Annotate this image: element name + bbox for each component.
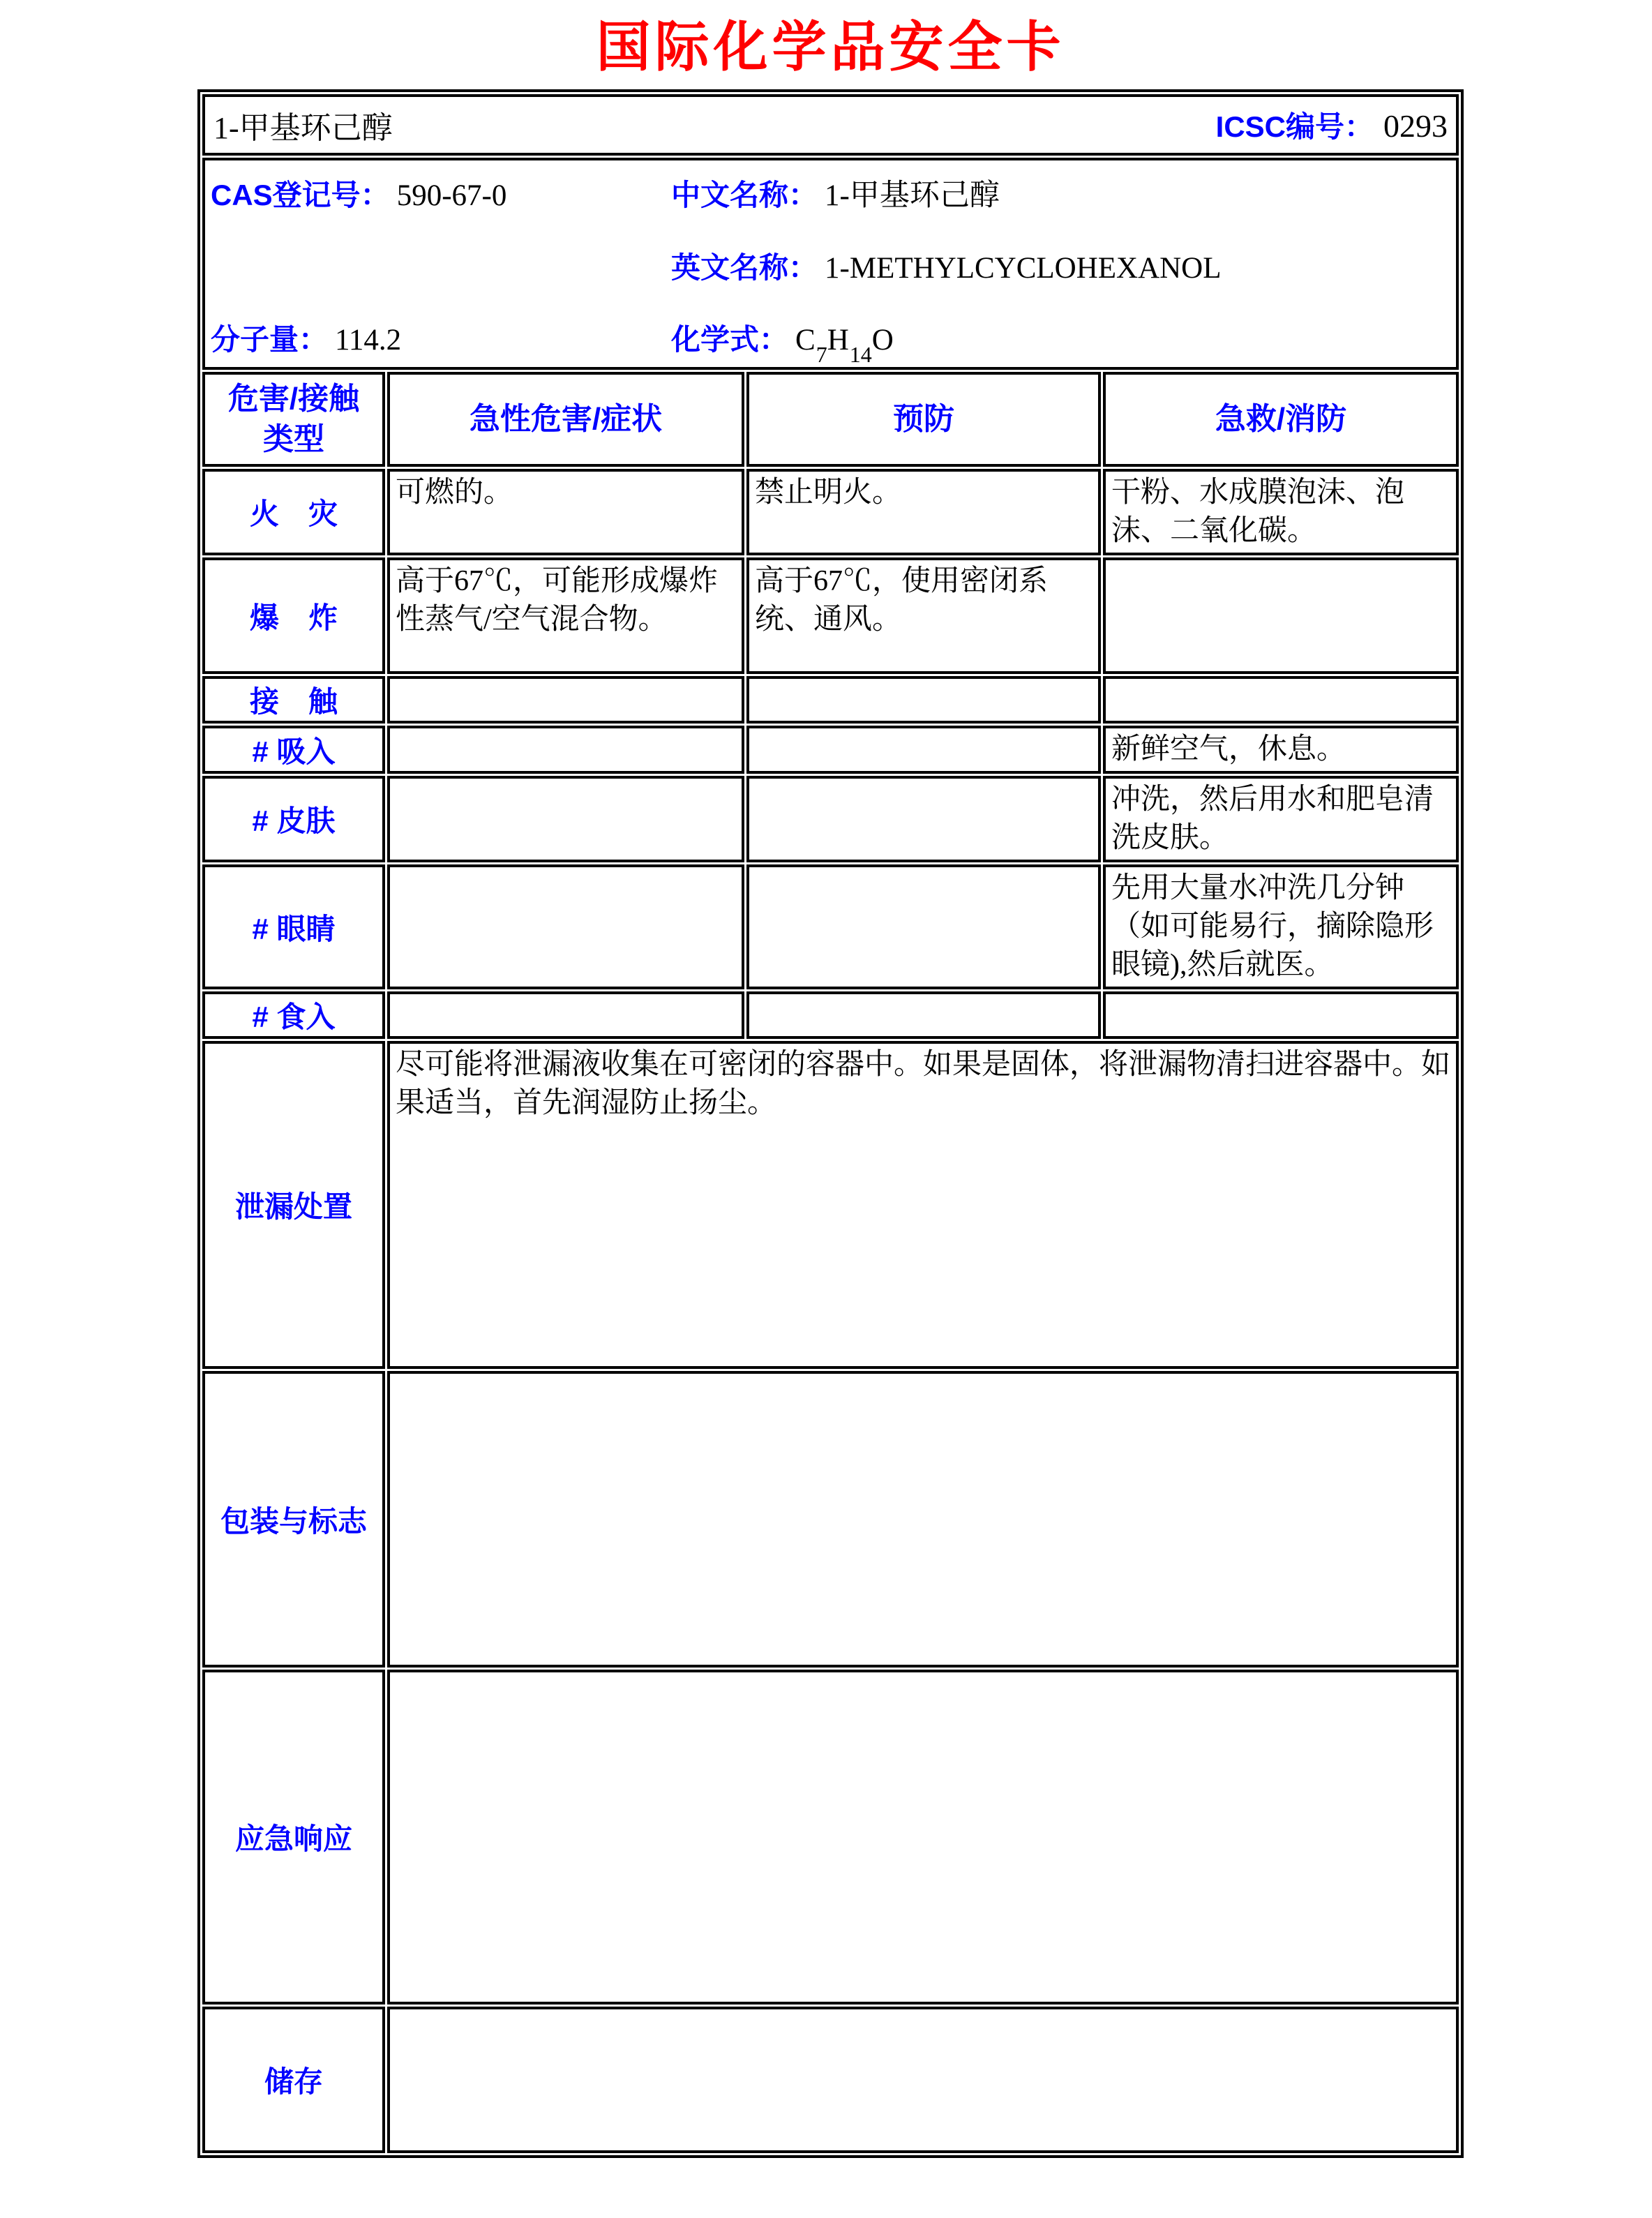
substance-name: 1-甲基环己醇: [213, 111, 393, 145]
contact-symptoms-cell: [387, 676, 744, 724]
icsc-card-table: [197, 89, 1464, 2158]
identifier-line-2: [211, 245, 1450, 287]
header-prevention: 预防: [746, 372, 1101, 467]
skin-response-cell: 冲洗，然后用水和肥皂清洗皮肤。: [1103, 776, 1459, 862]
english-name-label: 英文名称：: [671, 250, 818, 284]
row-label-contact: 接 触: [202, 676, 385, 724]
skin-symptoms-cell: [387, 776, 744, 862]
english-name-pair: [671, 245, 1222, 287]
row-label-spill: 泄漏处置: [202, 1041, 385, 1369]
inhalation-prevention-cell: [746, 726, 1101, 774]
row-label-explosion: 爆 炸: [202, 557, 385, 674]
row-label-packaging: 包装与标志: [202, 1371, 385, 1668]
chemical-formula: $C_7H_{14}O$: [795, 324, 894, 367]
fire-response-cell: 干粉、水成膜泡沫、泡沫、二氧化碳。: [1103, 469, 1459, 555]
inhalation-symptoms-cell: [387, 726, 744, 774]
identifier-line-3: [211, 317, 1450, 367]
row-label-emergency: 应急响应: [202, 1670, 385, 2005]
row-label-skin: # 皮肤: [202, 776, 385, 862]
icsc-number-label: ICSC编号：: [1215, 110, 1374, 143]
eyes-response-cell: 先用大量水冲洗几分钟（如可能易行，摘除隐形眼镜),然后就医。: [1103, 864, 1459, 989]
identifier-line-1: [211, 172, 1450, 214]
storage-content-cell: [387, 2007, 1459, 2153]
formula-pair: [671, 317, 894, 367]
chinese-name-value: 1-甲基环己醇: [825, 179, 1000, 212]
contact-response-cell: [1103, 676, 1459, 724]
name-icsc-row: [202, 94, 1459, 156]
explosion-symptoms-cell: 高于67℃，可能形成爆炸性蒸气/空气混合物。: [387, 557, 744, 674]
chinese-name-label: 中文名称：: [671, 179, 818, 211]
mol-weight-label: 分子量：: [211, 323, 329, 356]
ingestion-response-cell: [1103, 991, 1459, 1039]
header-first-aid: 急救/消防: [1103, 372, 1459, 467]
inhalation-response-cell: 新鲜空气，休息。: [1103, 726, 1459, 774]
row-label-fire: 火 灾: [202, 469, 385, 555]
explosion-response-cell: [1103, 557, 1459, 674]
fire-symptoms-cell: 可燃的。: [387, 469, 744, 555]
ingestion-symptoms-cell: [387, 991, 744, 1039]
packaging-content-cell: [387, 1371, 1459, 1668]
row-label-ingestion: # 食入: [202, 991, 385, 1039]
mol-weight-pair: [211, 317, 671, 359]
row-label-inhalation: # 吸入: [202, 726, 385, 774]
contact-prevention-cell: [746, 676, 1101, 724]
spill-content-cell: 尽可能将泄漏液收集在可密闭的容器中。如果是固体，将泄漏物清扫进容器中。如果适当，首先润湿防止扬尘。: [387, 1041, 1459, 1369]
cas-number-label: CAS登记号：: [211, 179, 390, 211]
emergency-content-cell: [387, 1670, 1459, 2005]
english-name-value: 1-METHYLCYCLOHEXANOL: [825, 251, 1222, 285]
page-title: 国际化学品安全卡: [596, 16, 1065, 77]
icsc-number-group: [1216, 104, 1448, 146]
skin-prevention-cell: [746, 776, 1101, 862]
icsc-number-value: 0293: [1383, 108, 1448, 144]
header-hazard-type: 危害/接触 类型: [202, 372, 385, 467]
row-label-eyes: # 眼睛: [202, 864, 385, 989]
formula-label: 化学式：: [671, 323, 789, 356]
ingestion-prevention-cell: [746, 991, 1101, 1039]
explosion-prevention-cell: 高于67℃，使用密闭系统、通风。: [746, 557, 1101, 674]
cas-number-pair: [211, 172, 671, 214]
eyes-prevention-cell: [746, 864, 1101, 989]
header-acute-symptoms: 急性危害/症状: [387, 372, 744, 467]
eyes-symptoms-cell: [387, 864, 744, 989]
chinese-name-pair: [671, 172, 1000, 214]
mol-weight-value: 114.2: [335, 324, 402, 357]
row-label-storage: 储存: [202, 2007, 385, 2153]
identifiers-row: [202, 158, 1459, 370]
fire-prevention-cell: 禁止明火。: [746, 469, 1101, 555]
cas-number-value: 590-67-0: [396, 179, 507, 212]
